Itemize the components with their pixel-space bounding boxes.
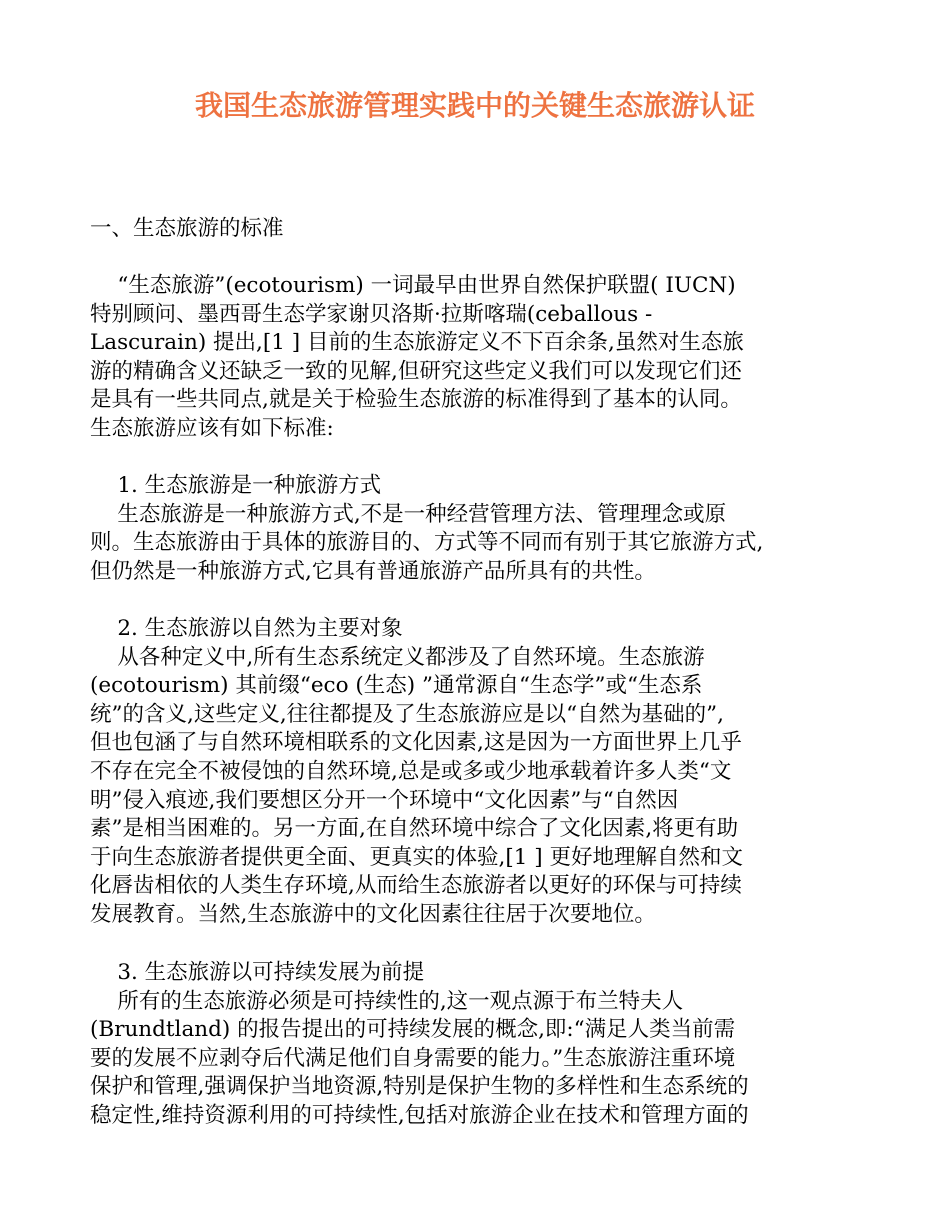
criterion-line: 但也包涵了与自然环境相联系的文化因素,这是因为一方面世界上几乎 xyxy=(90,730,742,756)
criterion-heading: 3. 生态旅游以可持续发展为前提 xyxy=(90,960,425,985)
criterion-line: 化唇齿相依的人类生存环境,从而给生态旅游者以更好的环保与可持续 xyxy=(90,873,742,899)
criterion-line: 不存在完全不被侵蚀的自然环境,总是或多或少地承载着许多人类“文 xyxy=(90,758,732,784)
criterion-line: 从各种定义中,所有生态系统定义都涉及了自然环境。生态旅游 xyxy=(90,644,705,670)
criterion-3 xyxy=(90,959,870,1131)
criterion-heading: 2. 生态旅游以自然为主要对象 xyxy=(90,616,403,641)
criterion-2 xyxy=(90,615,870,930)
intro-line: Lascurain) 提出,[1 ] 目前的生态旅游定义不下百余条,虽然对生态旅 xyxy=(90,330,744,356)
intro-line: 特别顾问、墨西哥生态学家谢贝洛斯·拉斯喀瑞(ceballous - xyxy=(90,301,653,327)
criterion-line: 要的发展不应剥夺后代满足他们自身需要的能力。”生态旅游注重环境 xyxy=(90,1045,736,1071)
intro-line: 是具有一些共同点,就是关于检验生态旅游的标准得到了基本的认同。 xyxy=(90,387,742,413)
criterion-line: 素”是相当困难的。另一方面,在自然环境中综合了文化因素,将更有助 xyxy=(90,816,739,842)
section-heading: 一、生态旅游的标准 xyxy=(90,216,284,241)
criterion-line: 所有的生态旅游必须是可持续性的,这一观点源于布兰特夫人 xyxy=(90,988,684,1014)
criterion-line: (ecotourism) 其前缀“eco (生态) ”通常源自“生态学”或“生态系 xyxy=(90,673,703,699)
criterion-line: 于向生态旅游者提供更全面、更真实的体验,[1 ] 更好地理解自然和文 xyxy=(90,844,743,870)
intro-line: 生态旅游应该有如下标准: xyxy=(90,415,334,441)
section-heading-block xyxy=(90,215,870,244)
criterion-line: 保护和管理,强调保护当地资源,特别是保护生物的多样性和生态系统的 xyxy=(90,1074,749,1100)
intro-paragraph xyxy=(90,272,870,444)
criterion-line: 明”侵入痕迹,我们要想区分开一个环境中“文化因素”与“自然因 xyxy=(90,787,679,813)
intro-line: “生态旅游”(ecotourism) 一词最早由世界自然保护联盟( IUCN) xyxy=(90,273,736,298)
criterion-heading: 1. 生态旅游是一种旅游方式 xyxy=(90,473,382,498)
criterion-line: 则。生态旅游由于具体的旅游目的、方式等不同而有别于其它旅游方式, xyxy=(90,530,764,556)
criterion-line: 但仍然是一种旅游方式,它具有普通旅游产品所具有的共性。 xyxy=(90,558,656,584)
criterion-line: 统”的含义,这些定义,往往都提及了生态旅游应是以“自然为基础的”, xyxy=(90,701,724,727)
criterion-line: (Brundtland) 的报告提出的可持续发展的概念,即:“满足人类当前需 xyxy=(90,1017,736,1043)
document-title: 我国生态旅游管理实践中的关键生态旅游认证 xyxy=(194,89,755,122)
criterion-line: 生态旅游是一种旅游方式,不是一种经营管理方法、管理理念或原 xyxy=(90,501,727,527)
criterion-line: 稳定性,维持资源利用的可持续性,包括对旅游企业在技术和管理方面的 xyxy=(90,1102,749,1128)
criterion-1 xyxy=(90,472,870,586)
criterion-line: 发展教育。当然,生态旅游中的文化因素往往居于次要地位。 xyxy=(90,901,656,927)
intro-line: 游的精确含义还缺乏一致的见解,但研究这些定义我们可以发现它们还 xyxy=(90,358,742,384)
